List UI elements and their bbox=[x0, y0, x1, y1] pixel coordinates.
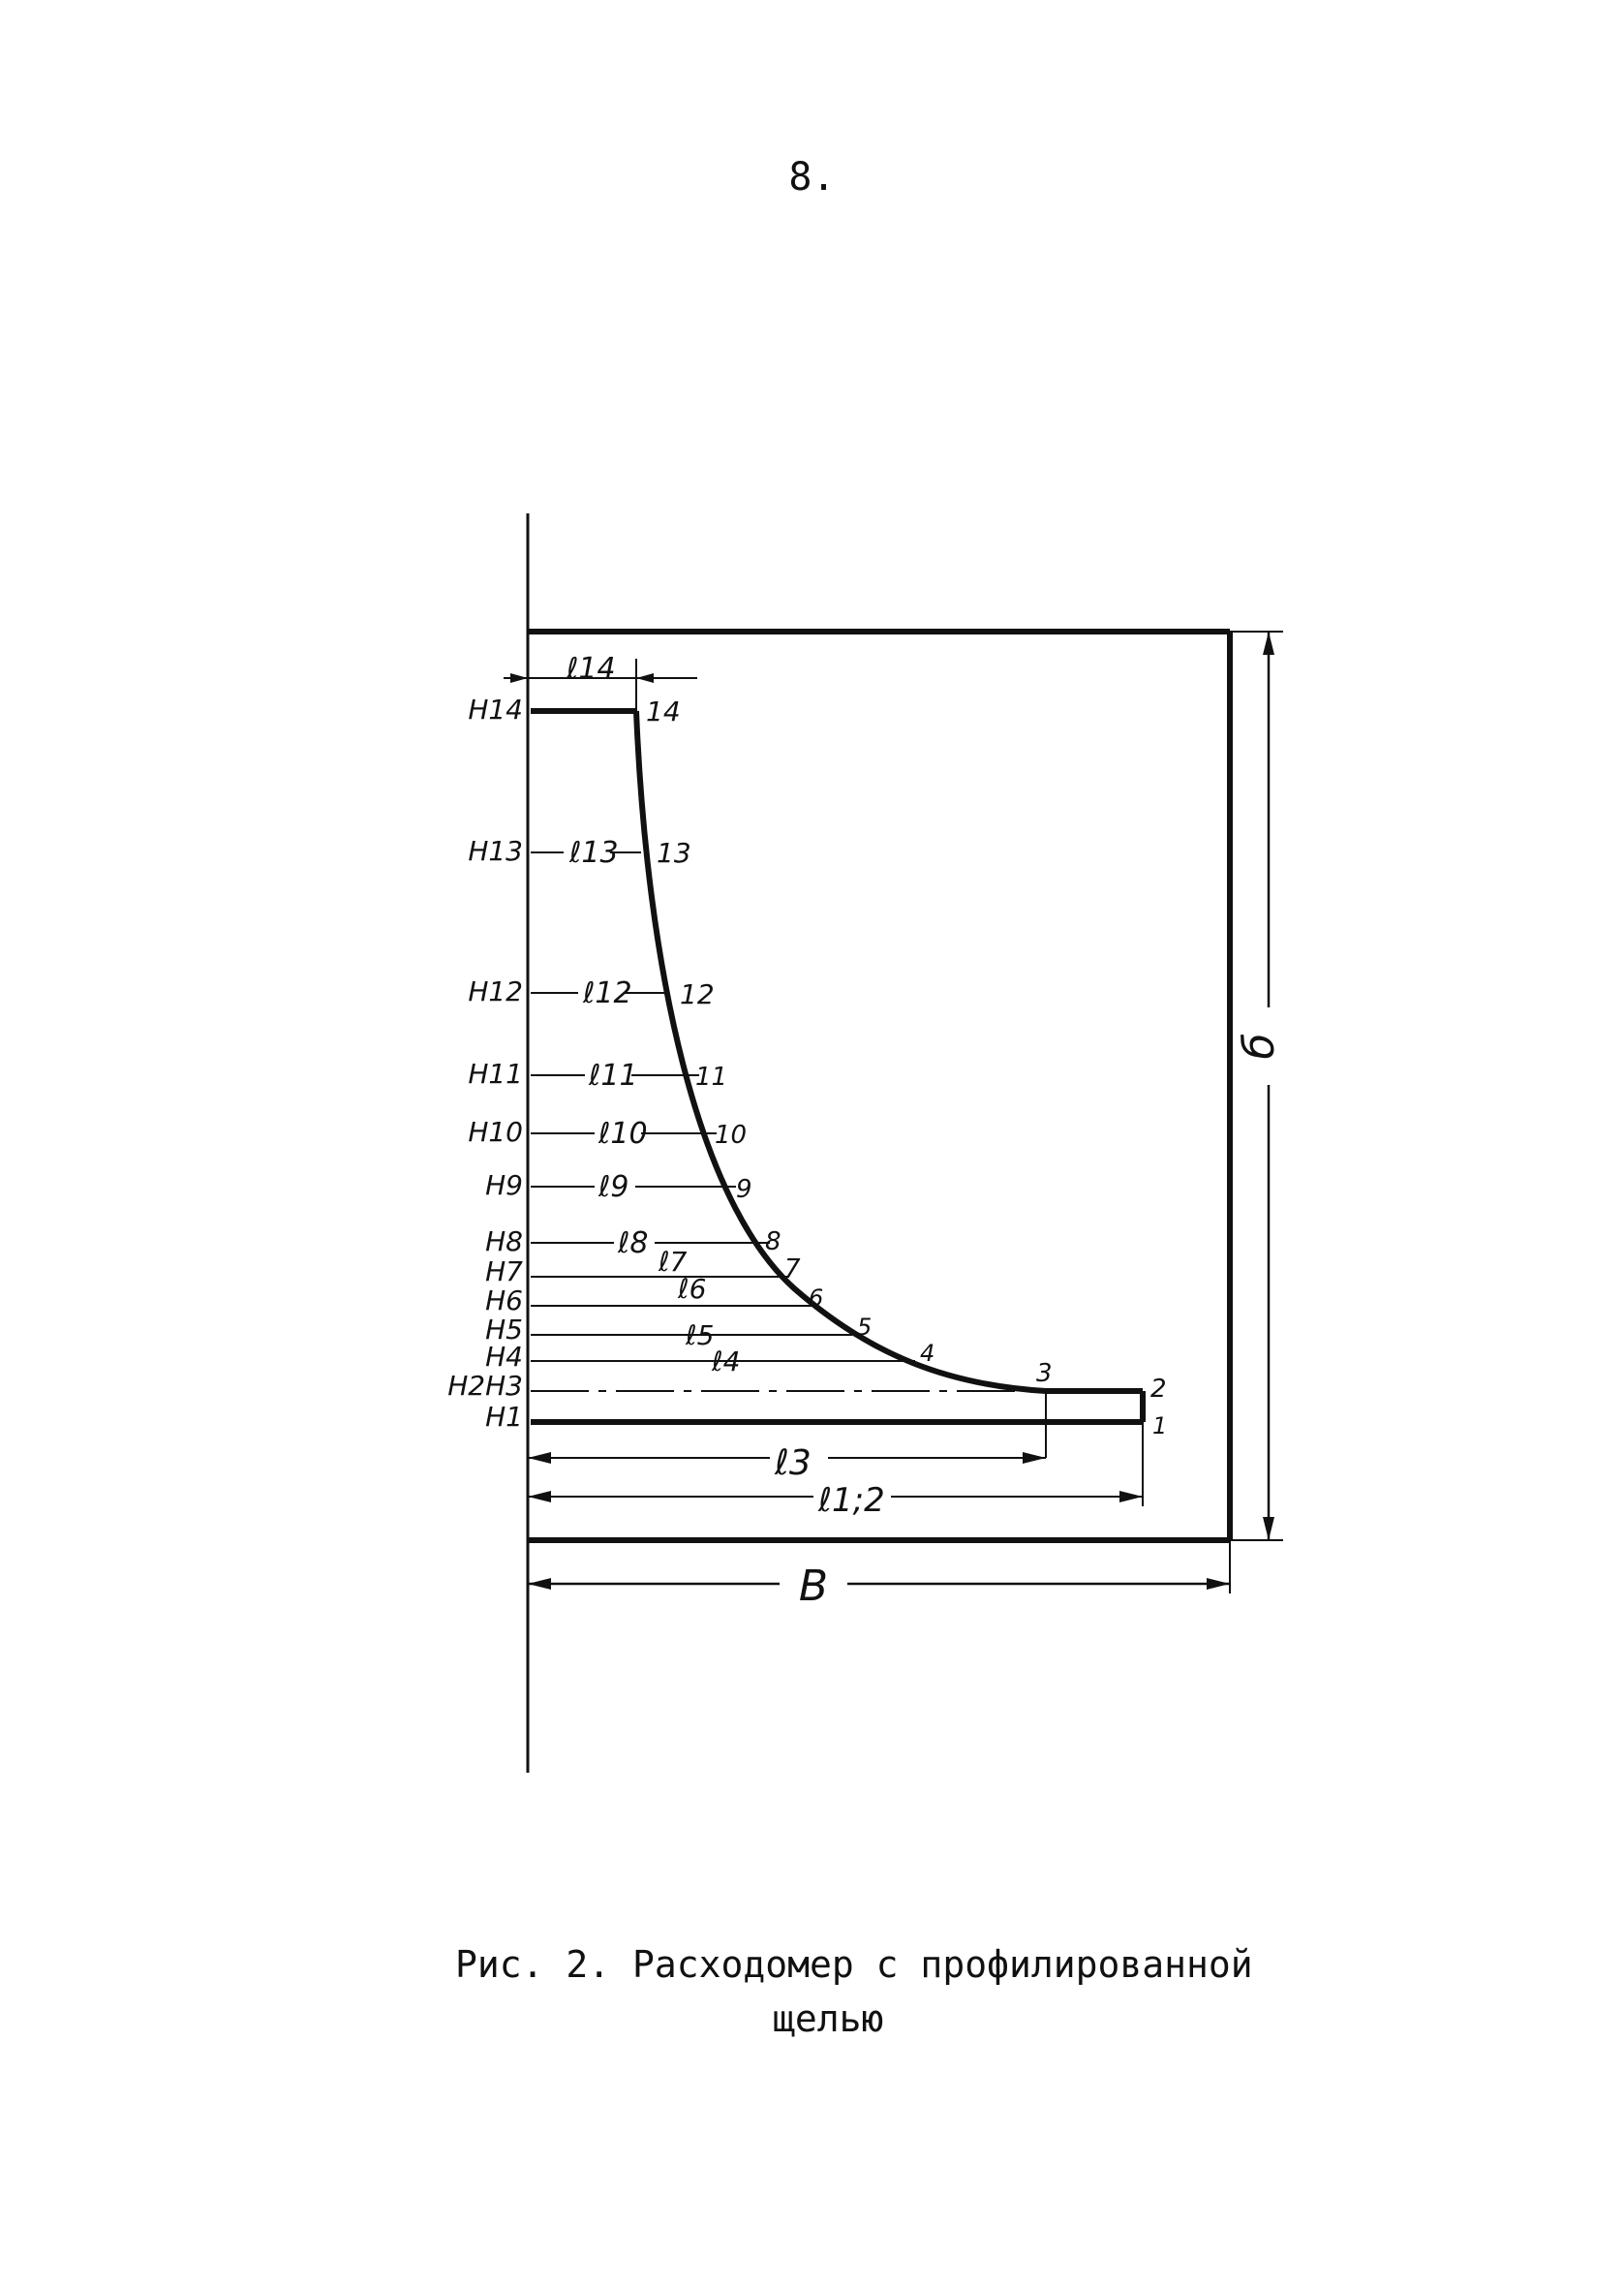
dim-b-label: б bbox=[1235, 1033, 1284, 1060]
dim-l3-label: ℓ3 bbox=[775, 1443, 812, 1483]
label-l13: ℓ13 bbox=[569, 836, 619, 870]
label-H6: H6 bbox=[485, 1284, 523, 1316]
dim-l14-arrow-left bbox=[510, 673, 528, 683]
label-H14: H14 bbox=[468, 694, 523, 726]
dim-l14-label: ℓ14 bbox=[567, 652, 616, 686]
dim-B-arrow-left bbox=[528, 1578, 551, 1590]
point-10: 10 bbox=[715, 1121, 748, 1150]
label-l4: ℓ4 bbox=[712, 1346, 741, 1377]
label-H1: H1 bbox=[485, 1401, 523, 1433]
dim-l3-arrow-right bbox=[1023, 1452, 1046, 1464]
dim-l3-arrow-left bbox=[528, 1452, 551, 1464]
page-number: 8. bbox=[788, 155, 836, 200]
label-l6: ℓ6 bbox=[678, 1273, 707, 1305]
label-l9: ℓ9 bbox=[598, 1170, 629, 1204]
dim-b-arrow-top bbox=[1263, 632, 1274, 655]
dim-l12-arrow-right bbox=[1119, 1491, 1143, 1502]
dim-b-arrow-bottom bbox=[1263, 1517, 1274, 1540]
label-l11: ℓ11 bbox=[589, 1059, 638, 1093]
label-l12: ℓ12 bbox=[583, 976, 632, 1010]
label-H12: H12 bbox=[468, 975, 523, 1007]
label-H10: H10 bbox=[468, 1116, 523, 1148]
dim-l12-label: ℓ1;2 bbox=[818, 1481, 885, 1520]
point-12: 12 bbox=[680, 978, 715, 1010]
level-lines bbox=[531, 852, 915, 1361]
point-14: 14 bbox=[646, 696, 681, 727]
point-3: 3 bbox=[1036, 1359, 1053, 1388]
label-H13: H13 bbox=[468, 835, 523, 867]
caption-line-2: щелью bbox=[773, 1997, 884, 2040]
point-7: 7 bbox=[784, 1254, 801, 1284]
point-11: 11 bbox=[695, 1063, 728, 1092]
dim-B-label: В bbox=[798, 1562, 829, 1611]
label-l10: ℓ10 bbox=[598, 1117, 648, 1151]
point-5: 5 bbox=[857, 1314, 873, 1341]
label-H2H3: H2H3 bbox=[447, 1370, 523, 1402]
label-H11: H11 bbox=[468, 1058, 523, 1090]
caption-line-1: Рис. 2. Расходомер с профилированной bbox=[455, 1943, 1253, 1986]
point-labels bbox=[646, 696, 1167, 1439]
dim-B-arrow-right bbox=[1207, 1578, 1230, 1590]
label-H8: H8 bbox=[485, 1225, 523, 1257]
h-labels bbox=[447, 694, 523, 1433]
label-H7: H7 bbox=[485, 1255, 523, 1287]
point-1: 1 bbox=[1152, 1412, 1168, 1439]
label-H4: H4 bbox=[485, 1341, 523, 1373]
label-H5: H5 bbox=[485, 1314, 523, 1346]
point-4: 4 bbox=[920, 1340, 935, 1367]
figure-caption bbox=[455, 1937, 1365, 2046]
point-6: 6 bbox=[809, 1284, 824, 1312]
point-9: 9 bbox=[736, 1175, 752, 1204]
label-l5: ℓ5 bbox=[686, 1319, 715, 1351]
label-l8: ℓ8 bbox=[618, 1226, 649, 1260]
point-2: 2 bbox=[1150, 1375, 1167, 1404]
point-8: 8 bbox=[765, 1227, 781, 1256]
dim-l14-arrow-right bbox=[636, 673, 654, 683]
dim-l12-arrow-left bbox=[528, 1491, 551, 1502]
label-H9: H9 bbox=[485, 1169, 523, 1201]
point-13: 13 bbox=[657, 837, 691, 869]
label-l7: ℓ7 bbox=[659, 1246, 688, 1278]
